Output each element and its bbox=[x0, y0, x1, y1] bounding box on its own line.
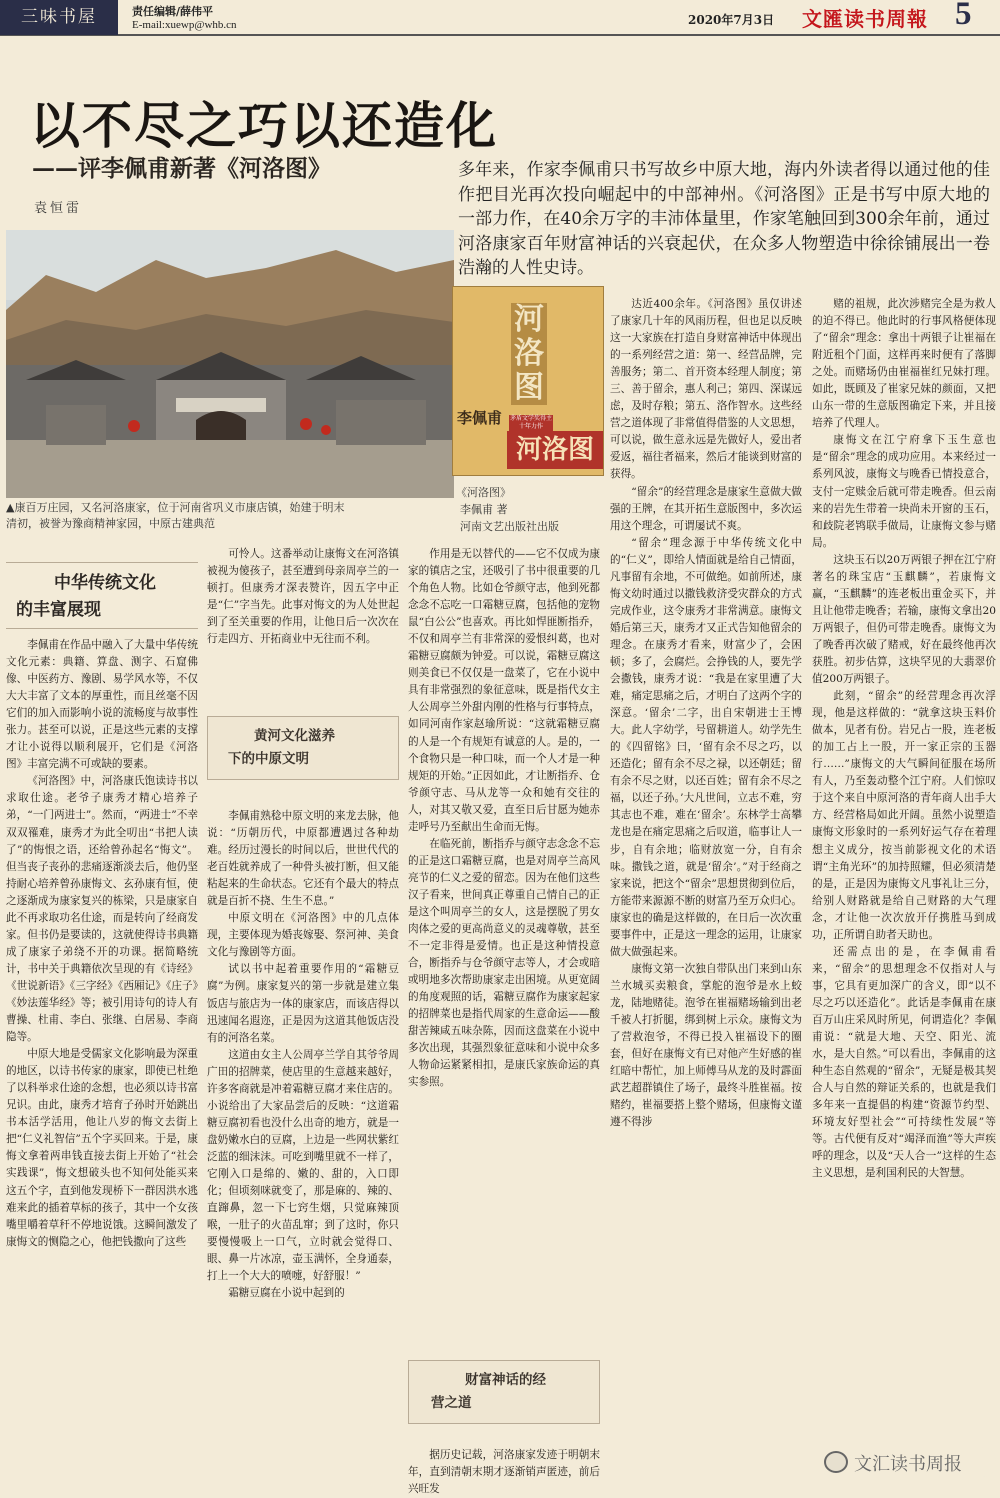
heading-2-line2: 下的中原文明 bbox=[228, 751, 309, 767]
column-4 bbox=[610, 296, 802, 1483]
paragraph: 《河洛图》中，河洛康氏饱读诗书以求取仕途。老爷子康秀才精心培养子弟，“一门两进士”。然而，“两进士”不幸双双罹难，康秀才为此全叨出“书把人读了”的悔恨之语，还给曾孙起名“悔文”。但当丧子丧孙的悲痛逐渐淡去后，他仍坚持耐心培养曾孙康悔文、玄孙康有恒，使之逐渐成为康家复兴的栋梁，只是康家自此不再求取功名仕途，而是转向了经商发家。但书仍是要读的，这就使得诗书典籍成了康家子弟绕不开的功课。据简略统计，书中关于典籍依次呈现的有《诗经》《世说新语》《三字经》《西厢记》《庄子》《妙法莲华经》等；被引用诗句的诗人有曹操、杜甫、李白、张继、白居易、李商隐等。 bbox=[6, 775, 198, 1044]
paper-name: 文匯读书周報 bbox=[802, 7, 928, 31]
heading-3-line1: 财富神话的经 bbox=[465, 1372, 546, 1388]
paragraph: 这道由女主人公周亭兰学自其爷爷周广田的招牌菜，使店里的生意越来越好，许多客商就是冲着霜糖豆腐才来住店的。小说给出了大家品尝后的反映：“这道霜糖豆腐初看也没什么出奇的地方，就是一盘奶嫩水白的豆腐，上边是一些网状紫红泛蓝的细沫沫。可吃到嘴里就不一样了，它刚入口是绵的、嫩的、甜的，入口即化；但顷刻咪就变了，那是麻的、辣的、直蹿鼻，忽一下七窍生烟，只觉麻辣顶喉，一肚子的火苗乱窜；到了这时，你只要慢慢吸上一口气，立时就会觉得口、眼、鼻一片冰凉，壶玉满怀，全身通泰，打上一个大大的喷嚏，好舒服！” bbox=[207, 1048, 399, 1283]
column-2-top bbox=[207, 546, 399, 696]
book-caption bbox=[456, 484, 559, 535]
col1-rule bbox=[6, 562, 198, 563]
wechat-icon bbox=[824, 1451, 848, 1473]
paragraph: “留余”的经营理念是康家生意做大做强的王牌，在其开拓生意版图中，多次运用这个理念，可谓屡试不爽。 bbox=[610, 485, 802, 532]
date-line: 2020年7月3日 bbox=[688, 13, 775, 27]
heading-traditional-culture bbox=[16, 570, 196, 624]
paragraph: 中原文明在《河洛图》中的几点体现，主要体现为婚丧嫁娶、祭河神、美食文化与豫剧等方面。 bbox=[207, 912, 399, 959]
photo-caption-line1: ▲康百万庄园，又名河洛康家，位于河南省巩义市康店镇，始建于明末 bbox=[6, 501, 345, 514]
article-subtitle: ——评李佩甫新著《河洛图》 bbox=[32, 155, 331, 182]
email-line: E-mail:xuewp@whb.cn bbox=[132, 19, 237, 31]
photo-caption bbox=[6, 500, 454, 532]
book-caption-author: 李佩甫 著 bbox=[460, 503, 508, 516]
paragraph: 李佩甫熟稔中原文明的来龙去脉，他说：“历朝历代，中原都遭遇过各种劫难。经历过漫长的时间以后，世世代代的老百姓就养成了一种骨头被打断，但又能粘起来的生命状态。它还有个最大的特点就是百折不挠、生生不息。” bbox=[207, 810, 399, 908]
paragraph: 试以书中起着重要作用的“霜糖豆腐”为例。康家复兴的第一步就是建立集饭店与旅店为一体的康家店，而该店得以迅速闻名遐迩，正是因为这道其他饭店没有的河洛名菜。 bbox=[207, 963, 399, 1044]
paragraph: 李佩甫在作品中融入了大量中华传统文化元素：典籍、算盘、测字、石窟佛像、中医药方、豫剧、易学风水等，不仅大大丰富了文本的厚重性，而且丝毫不因它们的加入而影响小说的流畅度与故事性张力。甚至可以说，正是这些元素的支撑才让小说得以顺利展开，它们是《河洛图》丰富完满不可或缺的要素。 bbox=[6, 639, 198, 771]
column-1 bbox=[6, 637, 198, 1483]
paragraph: 还需点出的是，在李佩甫看来，“留余”的思想理念不仅指对人与事，它具有更加深广的含义，即“以不尽之巧以还造化”。此话是李佩甫在康百万山庄采风时所见，何谓造化？李佩甫说：“就是大地、天空、阳光、流水，是大自然。”可以看出，李佩甫的这种生态自然观的“留余”，无疑是极其契合人与自然的辩证关系的，也就是我们多年来一直提倡的构建“资源节约型、环境友好型社会”“可持续性发展”等等。古代便有反对“竭泽而渔”等大声疾呼的理念，以及“天人合一”这样的生态主义思想，是利国利民的大智慧。 bbox=[812, 945, 996, 1180]
paragraph: 达近400余年。《河洛图》虽仅讲述了康家几十年的风雨历程，但也足以反映这一大家族在打造自身财富神话中体现出的一系列经营之道：第一、经营品牌，完善服务；第二、首开资本经理人制度；第三、善于留余，惠人利己；第四、深谋远虑，及时存粮；第五、洛作智水。这些经营之道体现了非常值得借鉴的人文思想，可以说，做生意永远是先做好人，爱出者爱返，福往者福来，然后才能谈到财富的获得。 bbox=[610, 298, 802, 481]
paragraph: 中原大地是受儒家文化影响最为深重的地区，以诗书传家的康家，即使已杜绝了以科举求仕途的念想，也必须以诗书富兄识。由此，康秀才培育子孙时开始跳出书本活学活用，他让八岁的悔文去街上把“仁义礼智信”五个字买回来。于是，康悔文拿着两串钱直接去街上开始了“社会实践课”，悔文想破头也不知何处能买来这五个字，直到他发现桥下一群因洪水逃难来此的插着草标的孩子，其中一个女孩嘴里嚼着草秆不停地说饿。这瞬间激发了康悔文的恻隐之心，他把钱撒向了这些 bbox=[6, 1048, 198, 1248]
paragraph: 作用是无以替代的——它不仅成为康家的镇店之宝，还吸引了书中很重要的几个角色人物。比如仓爷颜守志，他到死都念念不忘吃一口霜糖豆腐，包括他的宠物鼠“白公公”也喜欢。再比如悍匪断指乔，不仅和周亭兰有非常深的爱恨纠葛，也对霜糖豆腐颇为钟爱。可以说，霜糖豆腐这则美食已不仅仅是一盘菜了，它在小说中具有非常强烈的象征意味，既是指代女主人公周亭兰外甜内刚的性格与行事特点，如同河南作家赵瑜所说：“这就霜糖豆腐的人是一个有规矩有诚意的人。是的，一个食物只是一种口味，而一个人才是一种规矩的开始。”正因如此，才让断指乔、仓爷颜守志、马从龙等一众和她有交往的人，对其又敬又爱，直至日后甘愿为她赤走呼号乃至献出生命而无悔。 bbox=[408, 548, 600, 833]
photo-caption-line2: 清初，被誉为豫商精神家园，中原古建典范 bbox=[6, 517, 215, 530]
heading-yellow-river bbox=[207, 716, 399, 780]
book-caption-title: 《河洛图》 bbox=[456, 486, 511, 499]
heading-1-line2: 的丰富展现 bbox=[16, 600, 101, 620]
paragraph: 可怜人。这番举动让康悔文在河洛镇被视为傻孩子，甚至遭到母亲周亭兰的一顿打。但康秀才深表赞许，因五字中正是“仁”字当先。此事对悔文的为人处世起到了至关重要的作用，让他日后一次次在行走四方、开拓商业中无往而不利。 bbox=[207, 548, 399, 646]
paragraph: 康悔文第一次独自带队出门来到山东兰水城买卖粮食，掌舵的泡爷是水上蛟龙，陆地赌徒。泡爷在崔福赌场输到出老千被人打折腿，绑到树上示众。康悔文为了营救泡爷，不得已投入崔福设下的圈套，但好在康悔文有已对他产生好感的崔红暗中帮忙，加上师傅马从龙的及时霹面武艺超群镇住了场子，最终斗胜崔福。按赌约，崔福要搭上整个赌场，但康悔文谨遵不得涉 bbox=[610, 962, 802, 1129]
paragraph: 此刻，“留余”的经营理念再次浮现，他是这样做的：“就拿这块玉料价做本，见者有份。岩兄占一股，连老板的加工占上一股，开一家正宗的玉器行……”康悔文的大气瞬间征服在场所有人，乃至轰动整个江宁府。人们惊叹于这个来自中原河洛的青年商人出手大方、经营格局如此开阔。虽然小说塑造康悔文形象时的一系列好运气存在着理想主义成分，按当前影视文化的术语谓“主角光环”的加持照耀，但必须清楚的是，正是因为康悔文凡事礼让三分，给别人财路就是给自己财路的大气理念，才让他一次次放开仔携胜马到成功，正所谓自助者天助也。 bbox=[812, 690, 996, 941]
heading-wealth-myth bbox=[408, 1360, 600, 1424]
heading-1-line1: 中华传统文化 bbox=[54, 573, 156, 593]
paragraph: 霜糖豆腐在小说中起到的 bbox=[228, 1287, 345, 1300]
section-tab: 三味书屋 bbox=[0, 0, 118, 35]
lead-paragraph: 多年来，作家李佩甫只书写故乡中原大地，海内外读者得以通过他的佳作把目光再次投向崛起中的中部神州。《河洛图》正是书写中原大地的一部力作，在40余万字的丰沛体量里，作家笔触回到300余年前，通过河洛康家百年财富神话的兴衰起伏，在众多人物塑造中徐徐铺展出一卷浩瀚的人性史诗。 bbox=[458, 160, 990, 278]
heading-2-line1: 黄河文化滋养 bbox=[254, 728, 335, 744]
page-number: 5 bbox=[955, 0, 972, 32]
paragraph: 康悔文在江宁府拿下玉生意也是“留余”理念的成功应用。本来经过一系列风波，康悔文与晚香已情投意合，支付一定赎金后就可带走晚香。但云南来的岩先生带着一块尚未开窗的玉石，和歧院老鸨联手做局，让康悔文参与赌局。 bbox=[812, 434, 996, 549]
editor-line: 责任编辑/薛伟平 bbox=[132, 5, 214, 18]
heading-3-line2: 营之道 bbox=[431, 1395, 472, 1411]
article-title: 以不尽之巧以还造化 bbox=[30, 96, 498, 155]
paragraph: 在临死前，断指乔与颜守志念念不忘的正是这口霜糖豆腐，也是对周亭兰高风亮节的仁义之爱的留恋。因为在他们这些汉子看来，世间真正尊重自己情自己的正是这个叫周亭兰的女人，这是摆脱了男女肉体之爱的更高尚意义的灵魂尊敬，甚至不一定非得是爱情。也正是这种情投意合，断指乔与仓爷颜守志等人，才会或暗或明地多次帮助康家走出困境。从更宽阔的角度观照的话，霜糖豆腐作为康家起家的招牌菜也是指代周家的生意命运——酸甜苦辣咸五味杂陈，因而这盘菜在小说中多次出现，其强烈象征意味和小说中众多人物命运紧紧相扣，是康氏家族命运的真实参照。 bbox=[408, 837, 600, 1089]
column-2-bottom bbox=[207, 808, 399, 1483]
paragraph: 赌的祖规，此次涉赌完全是为救人的迫不得已。他此时的行事风格便体现了“留余”理念：拿出十两银子让崔福在附近租个门面，这样再来时便有了落脚之处。而赌场仍由崔福崔红兄妹打理。如此，既顾及了崔家兄妹的颜面，又把山东一带的生意版图确定下来，并且接培养了代理人。 bbox=[812, 298, 996, 430]
kang-manor-photo bbox=[6, 230, 454, 498]
watermark-text: 文汇读书周报 bbox=[854, 1454, 962, 1475]
book-caption-publisher: 河南文艺出版社出版 bbox=[460, 520, 559, 533]
book-cover-title: 河洛图 bbox=[511, 303, 547, 405]
column-3-bottom bbox=[408, 1447, 600, 1496]
paragraph: 这块玉石以20万两银子押在江宁府著名的珠宝店“玉麒麟”，若康悔文赢，“玉麒麟”的连老板出重金买下，并且让他带走晚香；若输，康悔文拿出20万两银子，但仍可带走晚香。康悔文为了晚香再次破了赌戒，好在最终他再次获胜。初步估算，这块罕见的大翡翠价值200万两银子。 bbox=[812, 553, 996, 686]
book-cover-tag: 茅盾文学奖得主 十年力作 bbox=[509, 415, 552, 430]
col1-rule-bottom bbox=[6, 628, 198, 629]
paragraph: 据历史记载，河洛康家发迹于明朝末年，直到清朝末期才逐渐销声匿迹，前后兴旺发 bbox=[408, 1449, 600, 1496]
book-cover-banner: 河洛图 bbox=[507, 431, 603, 469]
book-cover-author: 李佩甫 bbox=[457, 409, 503, 427]
watermark bbox=[820, 1447, 996, 1477]
column-5 bbox=[812, 296, 996, 1483]
column-3-top bbox=[408, 546, 600, 1336]
book-cover bbox=[452, 286, 604, 476]
paragraph: “留余”理念源于中华传统文化中的“仁义”，即给人情面就是给自己情面，凡事留有余地，不可做绝。如前所述，康悔文幼时通过以撒钱救济受灾群众的方式完成作业，这令康秀才非常满意。康悔文婚后第三天，康秀才又正式告知他留余的理念。在康秀才看来，财富少了，会困顿；多了，会腐烂。会挣钱的人，要先学会撒钱，康秀才说：“我是在家里遭了大难，痛定思痛之后，才明白了这两个字的深意。‘留余’二字，出自宋朝进士王博大。此人字幼学，号留耕道人。幼学先生的《四留铭》曰，‘留有余不尽之巧，以还造化；留有余不尽之禄，以还朝廷；留有余不尽之财，以还百姓；留有余不尽之福，以还子孙。’大凡世间，立志不难，穷其志也不难，难在‘留余’。东林学士高攀龙也是在痛定思痛之后叹道，临事让人一步，自有余地；临财放宽一分，自有余味。撒钱之道，就是‘留余’。”对于经商之家来说，把这个“留余”思想贯彻到位后，方能带来源源不断的财富乃至万众归心。康家也的确是这样做的，在日后一次次重要事件中，正是这一理念的运用，让康家做大做强起来。 bbox=[610, 536, 802, 958]
author: 袁恒雷 bbox=[34, 201, 83, 216]
